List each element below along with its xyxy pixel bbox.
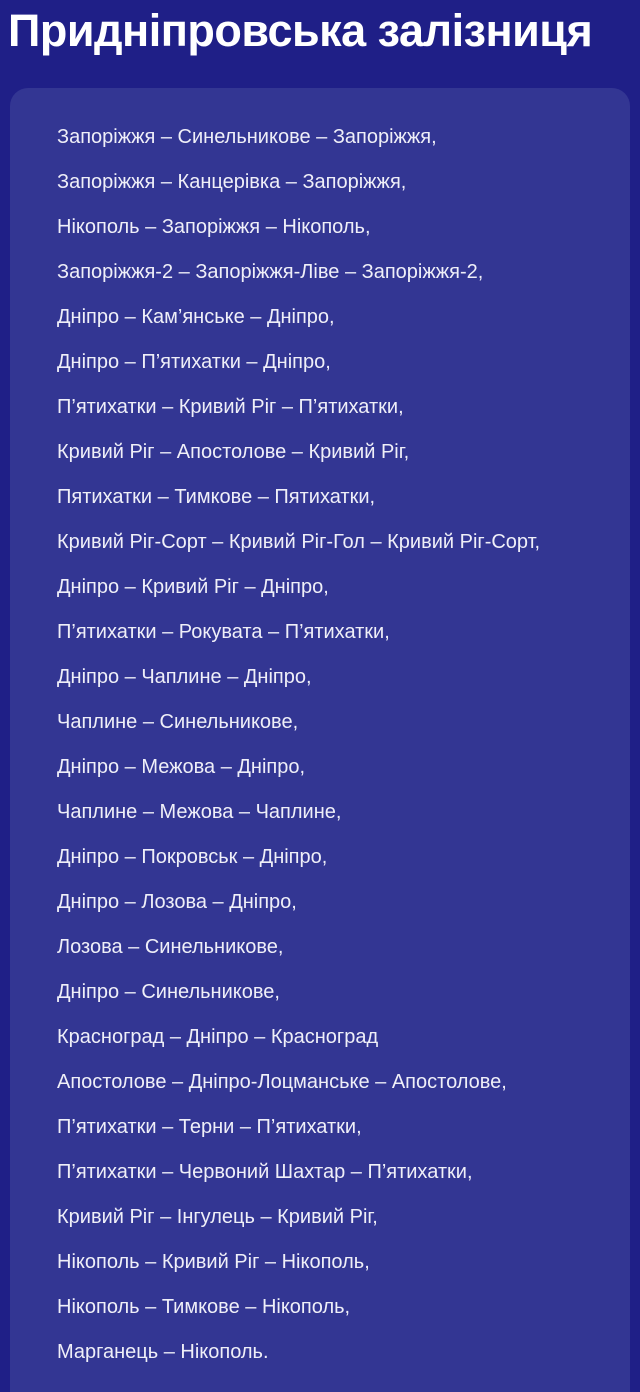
route-item: П’ятихатки – Кривий Ріг – П’ятихатки, [57,395,404,418]
route-item: Красноград – Дніпро – Красноград [57,1025,379,1048]
route-item: Запоріжжя – Канцерівка – Запоріжжя, [57,170,407,193]
route-item: Кривий Ріг – Апостолове – Кривий Ріг, [57,440,410,463]
route-item: Апостолове – Дніпро-Лоцманське – Апостолове, [57,1070,507,1093]
route-item: Дніпро – Покровськ – Дніпро, [57,845,328,868]
route-item: Дніпро – Лозова – Дніпро, [57,890,297,913]
route-item: Дніпро – Кривий Ріг – Дніпро, [57,575,329,598]
route-item: Дніпро – Синельникове, [57,980,280,1003]
routes-card [10,88,630,1392]
route-item: Нікополь – Тимкове – Нікополь, [57,1295,351,1318]
route-item: Дніпро – П’ятихатки – Дніпро, [57,350,331,373]
route-item: Чаплине – Синельникове, [57,710,299,733]
route-item: Нікополь – Кривий Ріг – Нікополь, [57,1250,370,1273]
route-item: Запоріжжя-2 – Запоріжжя-Ліве – Запоріжжя-2, [57,260,484,283]
route-item: Дніпро – Кам’янське – Дніпро, [57,305,335,328]
route-item: Лозова – Синельникове, [57,935,284,958]
route-item: П’ятихатки – Червоний Шахтар – П’ятихатки, [57,1160,473,1183]
route-item: Чаплине – Межова – Чаплине, [57,800,342,823]
page-title: Придніпровська залізниця [8,5,593,56]
route-item: П’ятихатки – Рокувата – П’ятихатки, [57,620,390,643]
route-item: Кривий Ріг-Сорт – Кривий Ріг-Гол – Кривий Ріг-Сорт, [57,530,541,553]
route-item: Запоріжжя – Синельникове – Запоріжжя, [57,125,437,148]
route-item: П’ятихатки – Терни – П’ятихатки, [57,1115,362,1138]
route-item: Кривий Ріг – Інгулець – Кривий Ріг, [57,1205,378,1228]
route-item: Пятихатки – Тимкове – Пятихатки, [57,485,376,508]
route-item: Дніпро – Межова – Дніпро, [57,755,306,778]
route-item: Дніпро – Чаплине – Дніпро, [57,665,312,688]
route-item: Нікополь – Запоріжжя – Нікополь, [57,215,371,238]
route-item: Марганець – Нікополь. [57,1340,269,1363]
routes-list [57,115,602,1375]
